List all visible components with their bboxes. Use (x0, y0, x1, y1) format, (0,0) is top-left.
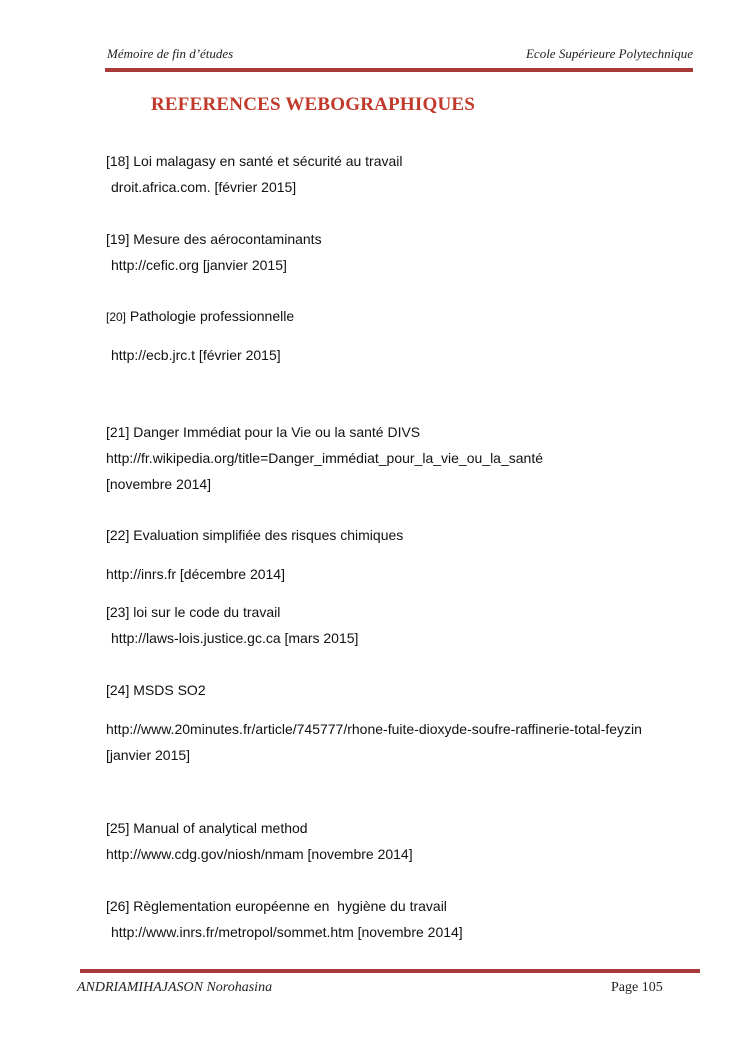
header-rule (105, 68, 693, 72)
ref-title: Mesure des aérocontaminants (133, 231, 322, 247)
ref-title: Danger Immédiat pour la Vie ou la santé DIVS (133, 424, 421, 440)
ref-21-source: http://fr.wikipedia.org/title=Danger_immédiat_pour_la_vie_ou_la_santé (106, 450, 543, 466)
footer-rule (80, 969, 700, 973)
ref-23-source: http://laws-lois.justice.gc.ca [mars 2015] (111, 630, 359, 646)
ref-number: [18] (106, 153, 130, 169)
ref-title: Manual of analytical method (133, 820, 308, 836)
ref-20-source: http://ecb.jrc.t [février 2015] (111, 347, 281, 363)
ref-25-heading (106, 820, 308, 836)
ref-19-source: http://cefic.org [janvier 2015] (111, 257, 287, 273)
ref-number: [26] (106, 898, 130, 914)
ref-26-heading (106, 898, 447, 914)
ref-24-heading (106, 682, 206, 698)
ref-number: [24] (106, 682, 130, 698)
ref-title: loi sur le code du travail (133, 604, 281, 620)
ref-title: Pathologie professionnelle (129, 308, 295, 324)
ref-25-source: http://www.cdg.gov/niosh/nmam [novembre 2014] (106, 846, 413, 862)
ref-number: [25] (106, 820, 130, 836)
ref-18-source: droit.africa.com. [février 2015] (111, 179, 297, 195)
ref-24-source: http://www.20minutes.fr/article/745777/rhone-fuite-dioxyde-soufre-raffinerie-total-feyzin (106, 721, 642, 737)
ref-number: [23] (106, 604, 130, 620)
ref-24-date: [janvier 2015] (106, 747, 191, 763)
ref-21-date: [novembre 2014] (106, 476, 212, 492)
ref-number: [20] (106, 310, 127, 324)
ref-18-heading (106, 153, 403, 169)
ref-title: MSDS SO2 (133, 682, 206, 698)
ref-26-source: http://www.inrs.fr/metropol/sommet.htm [novembre 2014] (111, 924, 463, 940)
ref-title: Evaluation simplifiée des risques chimiques (133, 527, 404, 543)
ref-number: [19] (106, 231, 130, 247)
ref-20-heading (106, 308, 294, 324)
footer-page-number: Page 105 (611, 980, 663, 995)
ref-title: Loi malagasy en santé et sécurité au travail (133, 153, 403, 169)
ref-title: Règlementation européenne en hygiène du travail (133, 898, 447, 914)
ref-22-source: http://inrs.fr [décembre 2014] (106, 566, 285, 582)
ref-number: [21] (106, 424, 130, 440)
ref-number: [22] (106, 527, 130, 543)
header-right: Ecole Supérieure Polytechnique (525, 46, 693, 61)
header-left: Mémoire de fin d’études (107, 46, 234, 61)
ref-23-heading (106, 604, 280, 620)
page-title: REFERENCES WEBOGRAPHIQUES (151, 94, 476, 115)
ref-22-heading (106, 527, 403, 543)
ref-19-heading (106, 231, 322, 247)
footer-author: ANDRIAMIHAJASON Norohasina (77, 980, 273, 995)
ref-21-heading (106, 424, 420, 440)
